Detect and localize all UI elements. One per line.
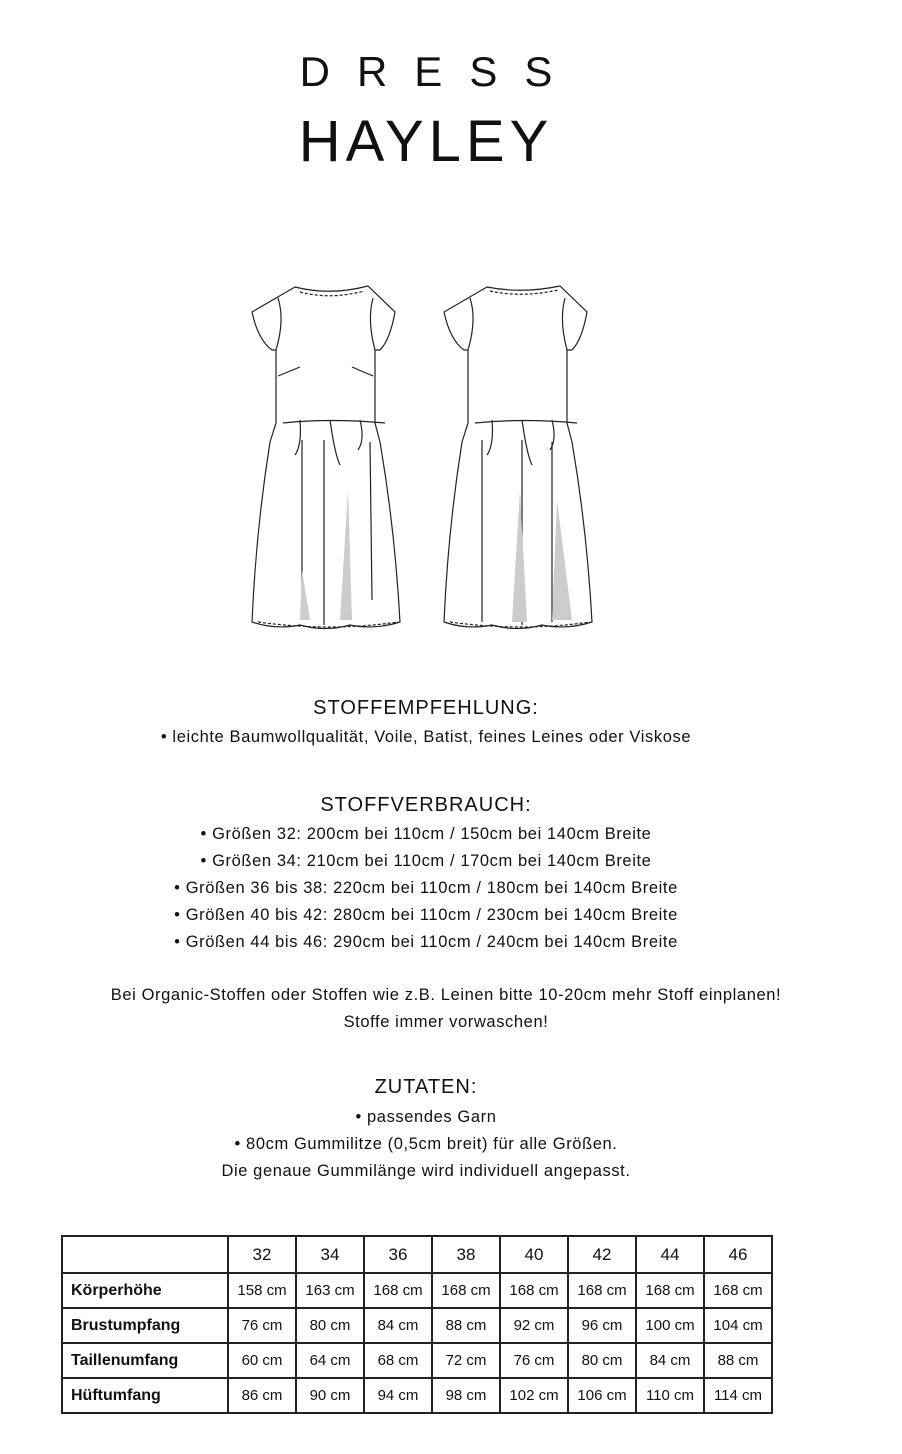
measurement-cell: 100 cm: [636, 1308, 704, 1343]
size-header: 42: [568, 1236, 636, 1273]
measurement-cell: 102 cm: [500, 1378, 568, 1413]
measurement-cell: 64 cm: [296, 1343, 364, 1378]
note-line: Stoffe immer vorwaschen!: [343, 1013, 549, 1031]
title-hayley: HAYLEY: [298, 109, 554, 174]
fabric-consumption-list: [0, 821, 852, 956]
measurement-cell: 168 cm: [500, 1273, 568, 1308]
list-item: • Größen 44 bis 46: 290cm bei 110cm / 240cm bei 140cm Breite: [174, 933, 678, 951]
dress-back-drawing: [444, 286, 592, 629]
fabric-recommendation-heading: STOFFEMPFEHLUNG:: [313, 697, 539, 719]
fabric-consumption-heading: STOFFVERBRAUCH:: [320, 794, 532, 816]
measurement-cell: 94 cm: [364, 1378, 432, 1413]
fabric-recommendation-list: [0, 724, 852, 751]
title-dress: DRESS: [299, 48, 580, 95]
list-item: • Größen 36 bis 38: 220cm bei 110cm / 180cm bei 140cm Breite: [174, 879, 678, 897]
list-item: • leichte Baumwollqualität, Voile, Batist, feines Leines oder Viskose: [160, 728, 692, 746]
size-header: 32: [228, 1236, 296, 1273]
measurement-cell: 110 cm: [636, 1378, 704, 1413]
row-label: Taillenumfang: [62, 1343, 228, 1378]
measurement-cell: 168 cm: [636, 1273, 704, 1308]
measurement-cell: 60 cm: [228, 1343, 296, 1378]
table-header-row: [62, 1236, 772, 1273]
list-item: • 80cm Gummilitze (0,5cm breit) für alle Größen.: [234, 1135, 618, 1153]
list-item: Die genaue Gummilänge wird individuell angepasst.: [221, 1162, 631, 1180]
size-header: 44: [636, 1236, 704, 1273]
size-table: [61, 1235, 773, 1414]
row-label: Brustumpfang: [62, 1308, 228, 1343]
notions-list: [0, 1104, 852, 1185]
dress-front-drawing: [252, 286, 400, 629]
measurement-cell: 114 cm: [704, 1378, 772, 1413]
table-row: [62, 1273, 772, 1308]
size-header: 34: [296, 1236, 364, 1273]
measurement-cell: 80 cm: [296, 1308, 364, 1343]
measurement-cell: 76 cm: [228, 1308, 296, 1343]
measurement-cell: 86 cm: [228, 1378, 296, 1413]
measurement-cell: 84 cm: [636, 1343, 704, 1378]
measurement-cell: 90 cm: [296, 1378, 364, 1413]
size-header: 36: [364, 1236, 432, 1273]
measurement-cell: 163 cm: [296, 1273, 364, 1308]
measurement-cell: 104 cm: [704, 1308, 772, 1343]
size-header: 46: [704, 1236, 772, 1273]
measurement-cell: 158 cm: [228, 1273, 296, 1308]
row-label: Körperhöhe: [62, 1273, 228, 1308]
measurement-cell: 80 cm: [568, 1343, 636, 1378]
measurement-cell: 88 cm: [432, 1308, 500, 1343]
fabric-note: [20, 982, 872, 1036]
measurement-cell: 88 cm: [704, 1343, 772, 1378]
measurement-cell: 98 cm: [432, 1378, 500, 1413]
measurement-cell: 168 cm: [704, 1273, 772, 1308]
measurement-cell: 168 cm: [364, 1273, 432, 1308]
row-label: Hüftumfang: [62, 1378, 228, 1413]
table-row: [62, 1343, 772, 1378]
table-row: [62, 1378, 772, 1413]
table-corner-cell: [62, 1236, 228, 1273]
measurement-cell: 68 cm: [364, 1343, 432, 1378]
measurement-cell: 76 cm: [500, 1343, 568, 1378]
measurement-cell: 96 cm: [568, 1308, 636, 1343]
list-item: • Größen 32: 200cm bei 110cm / 150cm bei 140cm Breite: [200, 825, 652, 843]
measurement-cell: 92 cm: [500, 1308, 568, 1343]
measurement-cell: 72 cm: [432, 1343, 500, 1378]
dress-technical-drawing: [240, 270, 620, 640]
measurement-cell: 168 cm: [568, 1273, 636, 1308]
size-header: 40: [500, 1236, 568, 1273]
list-item: • passendes Garn: [355, 1108, 497, 1126]
measurement-cell: 84 cm: [364, 1308, 432, 1343]
notions-heading: ZUTATEN:: [374, 1076, 478, 1098]
measurement-cell: 106 cm: [568, 1378, 636, 1413]
size-header: 38: [432, 1236, 500, 1273]
list-item: • Größen 40 bis 42: 280cm bei 110cm / 230cm bei 140cm Breite: [174, 906, 678, 924]
list-item: • Größen 34: 210cm bei 110cm / 170cm bei 140cm Breite: [200, 852, 652, 870]
note-line: Bei Organic-Stoffen oder Stoffen wie z.B. Leinen bitte 10-20cm mehr Stoff einplanen!: [110, 986, 782, 1004]
table-row: [62, 1308, 772, 1343]
measurement-cell: 168 cm: [432, 1273, 500, 1308]
